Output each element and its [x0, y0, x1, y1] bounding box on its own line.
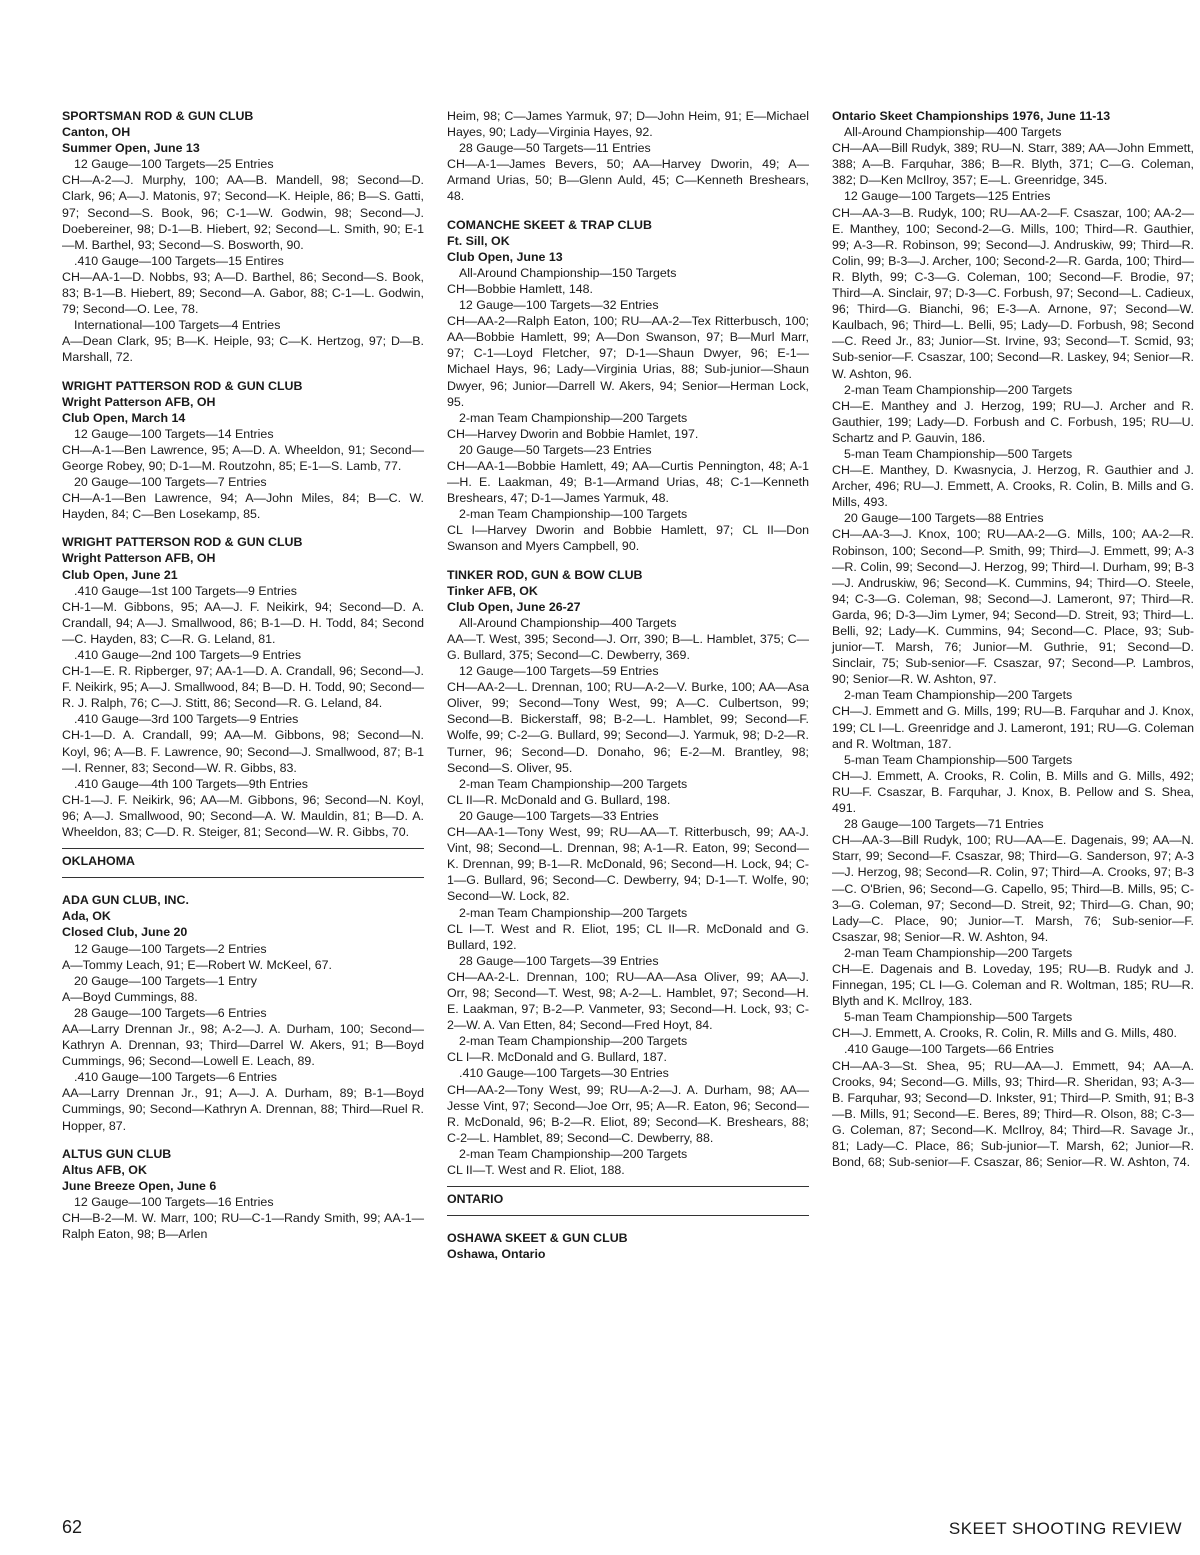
event-subheading: 2-man Team Championship—200 Targets — [459, 776, 688, 791]
results-paragraph: CH—AA-3—J. Knox, 100; RU—AA-2—G. Mills, 100; AA-2—R. Robinson, 100; Second—P. Smith, 99; Third—J. Emmett, 99; A-3—R. Colin, 99; Second—J. Herzog, 99; Third—I. Durham, 99; B-3—J. Andruskiw, 96; Second—K. Cummins, 94; Third—O. Steele, 94; C-3—G. Coleman, 98; Second—J. Lameront, 97; Third—R. Garda, 96; D-3—Jim Lymer, 94; Second—D. Streit, 93; Third—L. Belli, 92; Lady—K. Cummins, 94; Second—C. Place, 93; Sub-junior—T. Marsh, 76; Junior—M. Guthrie, 91; Second—D. Sinclair, 75; Sub-senior—F. Csaszar, 97; Second—P. Lambros, 90; Senior—R. W. Ashton, 97. — [832, 527, 1194, 687]
results-paragraph: CH—E. Manthey and J. Herzog, 199; RU—J. Archer and R. Gauthier, 199; Lady—D. Forbush and C. Forbush, 195; RU—U. Schartz and P. Gauvin, 186. — [832, 398, 1194, 445]
results-paragraph: A—Dean Clark, 95; B—K. Heiple, 93; C—K. Hertzog, 97; D—B. Marshall, 72. — [62, 334, 424, 365]
club-heading: Ft. Sill, OK — [447, 233, 510, 248]
event-subheading: 28 Gauge—100 Targets—71 Entries — [844, 817, 1044, 832]
results-paragraph: CH—AA-1—Bobbie Hamlett, 49; AA—Curtis Pennington, 48; A-1—H. E. Laakman, 49; B-1—Armand Urias, 48; C-1—Kenneth Breshears, 47; D-1—James Yarmuk, 48. — [447, 458, 809, 506]
section-rule — [447, 1186, 809, 1187]
event-subheading: 2-man Team Championship—200 Targets — [459, 905, 688, 920]
results-paragraph: CH—Bobbie Hamlett, 148. — [447, 281, 594, 296]
event-subheading: All-Around Championship—400 Targets — [459, 615, 677, 630]
results-paragraph: CH—AA-3—Bill Rudyk, 100; RU—AA—E. Dagenais, 99; AA—N. Starr, 99; Second—F. Csaszar, 98; Third—G. Sanderson, 97; A-3—J. Herzog, 98; Second—R. Colin, 97; Third—A. Crooks, 97; B-3—C. O'Brien, 96; Second—G. Capello, 95; Third—B. Mills, 95; C-3—G. Coleman, 97; Second—D. Streit, 92; Third—G. Chan, 90; Lady—C. Place, 90; Junior—T. Marsh, 76; Sub-senior—F. Csaszar, 98; Senior—R. W. Ashton, 94. — [832, 833, 1194, 944]
results-paragraph: CH—A-2—J. Murphy, 100; AA—B. Mandell, 98; Second—D. Clark, 96; A—J. Matonis, 97; Second—K. Heiple, 86; B—S. Gatti, 97; Second—S. Book, 96; C-1—W. Godwin, 98; Second—J. Doebereiner, 98; D-1—B. Hiebert, 92; Second—L. Smith, 90; E-1—M. Barthel, 93; Second—S. Bosworth, 90. — [62, 173, 424, 252]
event-subheading: .410 Gauge—100 Targets—66 Entries — [844, 1042, 1054, 1057]
event-subheading: All-Around Championship—150 Targets — [459, 265, 677, 280]
club-heading: Club Open, June 21 — [62, 567, 178, 582]
results-paragraph: CH—AA-2—Tony West, 99; RU—A-2—J. A. Durham, 98; AA—Jesse Vint, 97; Second—Joe Orr, 95; A—R. Eaton, 96; Second—R. McDonald, 96; B-2—R. Eliot, 89; Second—K. Breshears, 88; C-2—L. Hamblet, 89; Second—C. Dewberry, 88. — [447, 1082, 809, 1145]
event-subheading: 12 Gauge—100 Targets—125 Entries — [844, 189, 1051, 204]
event-subheading: 20 Gauge—50 Targets—23 Entries — [459, 442, 652, 457]
results-paragraph: Heim, 98; C—James Yarmuk, 97; D—John Heim, 91; E—Michael Hayes, 90; Lady—Virginia Hayes, 92. — [447, 109, 809, 140]
results-paragraph: CH—J. Emmett, A. Crooks, R. Colin, B. Mills and G. Mills, 492; RU—F. Csaszar, B. Farquhar, J. Knox, B. Pellow and S. Shea, 491. — [832, 768, 1194, 816]
event-subheading: 5-man Team Championship—500 Targets — [844, 1010, 1073, 1025]
results-paragraph: CH—AA-3—St. Shea, 95; RU—AA—J. Emmett, 94; AA—A. Crooks, 94; Second—G. Mills, 93; Third—R. Sheridan, 93; A-3—B. Farquhar, 93; Second—D. Inkster, 91; Third—P. Smith, 91; B-3—B. Mills, 91; Second—E. Beres, 89; Third—R. Olson, 88; C-3—G. Coleman, 87; Second—K. McIlroy, 84; Third—R. Savage Jr., 81; Lady—C. Place, 86; Sub-junior—T. Marsh, 62; Junior—R. Bond, 68; Sub-senior—F. Csaszar, 86; Senior—R. W. Ashton, 74. — [832, 1058, 1194, 1170]
results-paragraph: CH—AA-1—D. Nobbs, 93; A—D. Barthel, 86; Second—S. Book, 83; B-1—B. Hiebert, 89; Second—A. Gabor, 88; C-1—L. Godwin, 79; Second—O. Lee, 78. — [62, 269, 424, 317]
event-subheading: International—100 Targets—4 Entries — [74, 318, 281, 333]
results-paragraph: CH—AA-2—L. Drennan, 100; RU—A-2—V. Burke, 100; AA—Asa Oliver, 99; Second—Tony West, 99; A—C. Culbertson, 99; Second—B. Bickerstaff, 98; B-2—L. Hamblet, 99; Second—F. Wolfe, 99; C-2—G. Bullard, 99; Second—J. Yarmuk, 98; D-2—R. Turner, 96; Second—D. Donaho, 96; E-2—M. Brantley, 98; Second—S. Oliver, 95. — [447, 680, 809, 775]
event-subheading: 12 Gauge—100 Targets—59 Entries — [459, 664, 659, 679]
results-paragraph: AA—Larry Drennan Jr., 98; A-2—J. A. Durham, 100; Second—Kathryn A. Drennan, 93; Third—Darrel W. Akers, 91; B—Boyd Cummings, 96; Second—Lowell E. Leach, 89. — [62, 1021, 424, 1069]
club-heading: Oshawa, Ontario — [447, 1247, 546, 1262]
club-heading: Canton, OH — [62, 125, 131, 140]
event-subheading: 20 Gauge—100 Targets—88 Entries — [844, 511, 1044, 526]
results-paragraph: A—Boyd Cummings, 88. — [62, 989, 198, 1004]
club-heading: Club Open, March 14 — [62, 410, 186, 425]
event-subheading: 2-man Team Championship—200 Targets — [459, 410, 688, 425]
event-subheading: 5-man Team Championship—500 Targets — [844, 752, 1073, 767]
event-subheading: 5-man Team Championship—500 Targets — [844, 446, 1073, 461]
club-heading: ALTUS GUN CLUB — [62, 1146, 172, 1161]
results-paragraph: CH-1—M. Gibbons, 95; AA—J. F. Neikirk, 94; Second—D. A. Crandall, 94; A—J. Smallwood, 86; B-1—D. H. Todd, 84; Second—C. Hayden, 83; C—R. G. Leland, 81. — [62, 599, 424, 646]
state-section-heading: OKLAHOMA — [62, 854, 135, 869]
results-column-2 — [447, 108, 809, 1262]
event-subheading: 12 Gauge—100 Targets—16 Entries — [74, 1194, 274, 1209]
event-subheading: All-Around Championship—400 Targets — [844, 125, 1062, 140]
club-heading: COMANCHE SKEET & TRAP CLUB — [447, 217, 652, 232]
club-heading: Ontario Skeet Championships 1976, June 11-13 — [832, 109, 1111, 123]
event-subheading: 28 Gauge—100 Targets—39 Entries — [459, 953, 659, 968]
club-heading: Wright Patterson AFB, OH — [62, 551, 216, 566]
event-subheading: 2-man Team Championship—200 Targets — [844, 688, 1073, 703]
results-column-1 — [62, 108, 424, 1242]
results-paragraph: A—Tommy Leach, 91; E—Robert W. McKeel, 67. — [62, 957, 332, 972]
club-heading: WRIGHT PATTERSON ROD & GUN CLUB — [62, 535, 303, 550]
club-heading: Wright Patterson AFB, OH — [62, 394, 216, 409]
club-heading: Tinker AFB, OK — [447, 583, 538, 598]
results-paragraph: CH—AA-1—Tony West, 99; RU—AA—T. Ritterbusch, 99; AA-J. Vint, 98; Second—L. Drennan, 98; A-1—R. Eaton, 99; Second—K. Drennan, 99; B-1—R. McDonald, 96; Second—H. Lock, 94; C-1—G. Bullard, 96; Second—C. Dewberry, 94; D-1—T. Wolfe, 90; Second—W. Lock, 82. — [447, 825, 809, 904]
event-subheading: .410 Gauge—4th 100 Targets—9th Entries — [74, 776, 308, 791]
event-subheading: .410 Gauge—100 Targets—30 Entries — [459, 1066, 669, 1081]
club-heading: TINKER ROD, GUN & BOW CLUB — [447, 567, 643, 582]
results-paragraph: CH-1—D. A. Crandall, 99; AA—M. Gibbons, 98; Second—N. Koyl, 96; A—B. F. Lawrence, 90; Second—J. Smallwood, 87; B-1—I. Renner, 83; Second—W. R. Gibbs, 83. — [62, 728, 424, 775]
results-paragraph: CH—AA-2-L. Drennan, 100; RU—AA—Asa Oliver, 99; AA—J. Orr, 98; Second—T. West, 98; A-2—L. Hamblet, 97; Second—H. E. Laakman, 97; B-2—P. Vanmeter, 93; Second—H. Lock, 93; C-2—W. A. Van Etten, 84; Second—Fred Hoyt, 84. — [447, 969, 809, 1033]
results-paragraph: CL I—T. West and R. Eliot, 195; CL II—R. McDonald and G. Bullard, 192. — [447, 921, 809, 952]
results-paragraph: CH—A-1—James Bevers, 50; AA—Harvey Dworin, 49; A—Armand Urias, 50; B—Glenn Auld, 45; C—Kenneth Breshears, 48. — [447, 157, 809, 204]
results-paragraph: CL II—T. West and R. Eliot, 188. — [447, 1163, 625, 1177]
results-paragraph: CL I—R. McDonald and G. Bullard, 187. — [447, 1050, 667, 1065]
results-paragraph: CH—AA-3—B. Rudyk, 100; RU—AA-2—F. Csaszar, 100; AA-2—E. Manthey, 100; Second-2—G. Mills, 100; Third—R. Gauthier, 99; A-3—R. Robinson, 99; Second—J. Andruskiw, 99; Third—R. Colin, 99; B-3—J. Archer, 100; Second-2—R. Garda, 100; Third—R. Blyth, 99; C-3—G. Coleman, 100; Second—F. Brodie, 97; Third—A. Sinclair, 97; D-3—C. Forbush, 97; Second—L. Cadieux, 96; Third—G. Bianchi, 96; E-3—A. Arnone, 97; Second—W. Kaulbach, 96; Third—L. Belli, 95; Lady—D. Forbush, 98; Second—C. Reed Jr., 83; Junior—St. Irvine, 93; Second—T. Scmid, 93; Sub-senior—F. Csaszar, 100; Second—R. Laskey, 94; Senior—R. W. Ashton, 96. — [832, 205, 1194, 381]
club-heading: SPORTSMAN ROD & GUN CLUB — [62, 109, 254, 123]
results-paragraph: AA—T. West, 395; Second—J. Orr, 390; B—L. Hamblet, 375; C—G. Bullard, 375; Second—C. Dewberry, 369. — [447, 631, 809, 662]
section-rule — [62, 877, 424, 878]
results-column-3 — [832, 108, 1194, 1170]
event-subheading: 20 Gauge—100 Targets—1 Entry — [74, 973, 257, 988]
event-subheading: 28 Gauge—100 Targets—6 Entries — [74, 1005, 267, 1020]
event-subheading: 20 Gauge—100 Targets—33 Entries — [459, 808, 659, 823]
club-heading: Summer Open, June 13 — [62, 141, 200, 156]
page-number: 62 — [62, 1517, 83, 1537]
results-paragraph: CH—A-1—Ben Lawrence, 94; A—John Miles, 84; B—C. W. Hayden, 84; C—Ben Losekamp, 85. — [62, 491, 424, 522]
footer-magazine-title: SKEET SHOOTING REVIEW — [948, 1519, 1182, 1538]
results-paragraph: CH—E. Dagenais and B. Loveday, 195; RU—B. Rudyk and J. Finnegan, 195; CL I—G. Coleman and R. Woltman, 185; RU—R. Blyth and K. McIlroy, 183. — [832, 961, 1194, 1009]
event-subheading: .410 Gauge—100 Targets—15 Entires — [74, 253, 284, 268]
event-subheading: .410 Gauge—2nd 100 Targets—9 Entries — [74, 648, 302, 662]
event-subheading: 2-man Team Championship—200 Targets — [459, 1146, 688, 1161]
event-subheading: .410 Gauge—100 Targets—6 Entries — [74, 1070, 277, 1085]
club-heading: Club Open, June 26-27 — [447, 599, 581, 614]
event-subheading: 12 Gauge—100 Targets—32 Entries — [459, 298, 659, 313]
results-paragraph: CL II—R. McDonald and G. Bullard, 198. — [447, 792, 671, 807]
club-heading: WRIGHT PATTERSON ROD & GUN CLUB — [62, 378, 303, 393]
results-paragraph: CH—J. Emmett, A. Crooks, R. Colin, R. Mills and G. Mills, 480. — [832, 1026, 1177, 1041]
club-heading: June Breeze Open, June 6 — [62, 1178, 217, 1193]
event-subheading: .410 Gauge—1st 100 Targets—9 Entries — [74, 583, 297, 598]
results-paragraph: CH—AA-2—Ralph Eaton, 100; RU—AA-2—Tex Ritterbusch, 100; AA—Bobbie Hamlett, 99; A—Don Swanson, 97; B—Murl Marr, 97; C-1—Loyd Fletcher, 97; D-1—Shaun Dwyer, 96; E-1—Michael Hays, 96; Lady—Virginia Urias, 88; Sub-junior—Shaun Dwyer, 96; Junior—Darrell W. Akers, 94; Senior—Herman Lock, 95. — [447, 314, 809, 409]
event-subheading: 12 Gauge—100 Targets—14 Entries — [74, 426, 274, 441]
event-subheading: 2-man Team Championship—200 Targets — [459, 1034, 688, 1049]
results-paragraph: AA—Larry Drennan Jr., 91; A—J. A. Durham, 89; B-1—Boyd Cummings, 90; Second—Kathryn A. Drennan, 88; Third—Ruel R. Hopper, 87. — [62, 1086, 424, 1133]
results-paragraph: CH—Harvey Dworin and Bobbie Hamlet, 197. — [447, 426, 699, 441]
results-paragraph: CH-1—E. R. Ripberger, 97; AA-1—D. A. Crandall, 96; Second—J. F. Neikirk, 95; A—J. Smallwood, 84; B—D. H. Todd, 90; Second—R. J. Ralph, 76; C—J. Stitt, 86; Second—R. G. Leland, 84. — [62, 664, 424, 711]
event-subheading: 12 Gauge—100 Targets—25 Entries — [74, 157, 274, 172]
results-paragraph: CL I—Harvey Dworin and Bobbie Hamlett, 97; CL II—Don Swanson and Myers Campbell, 90. — [447, 523, 809, 554]
results-paragraph: CH—E. Manthey, D. Kwasnycia, J. Herzog, R. Gauthier and J. Archer, 496; RU—J. Emmett, A. Crooks, R. Colin, B. Mills and G. Mills, 493. — [832, 463, 1194, 510]
event-subheading: 2-man Team Championship—200 Targets — [844, 382, 1073, 397]
club-heading: Ada, OK — [62, 909, 111, 924]
event-subheading: .410 Gauge—3rd 100 Targets—9 Entries — [74, 712, 299, 727]
results-paragraph: CH—AA—Bill Rudyk, 389; RU—N. Starr, 389; AA—John Emmett, 388; A—B. Farquhar, 386; B—R. Blyth, 371; C—G. Coleman, 382; D—Ken McIlroy, 357; E—L. Greenridge, 345. — [832, 141, 1194, 188]
club-heading: Club Open, June 13 — [447, 249, 563, 264]
state-section-heading: ONTARIO — [447, 1192, 504, 1207]
event-subheading: 20 Gauge—100 Targets—7 Entries — [74, 475, 267, 490]
results-paragraph: CH—J. Emmett and G. Mills, 199; RU—B. Farquhar and J. Knox, 199; CL I—L. Greenridge and J. Lameront, 191; RU—G. Coleman and R. Woltman, 187. — [832, 704, 1194, 751]
results-paragraph: CH—A-1—Ben Lawrence, 95; A—D. A. Wheeldon, 91; Second—George Robey, 90; D-1—M. Routzohn, 85; E-1—S. Lamb, 77. — [62, 442, 424, 473]
event-subheading: 2-man Team Championship—100 Targets — [459, 507, 688, 522]
event-subheading: 12 Gauge—100 Targets—2 Entries — [74, 941, 267, 956]
results-paragraph: CH—B-2—M. W. Marr, 100; RU—C-1—Randy Smith, 99; AA-1—Ralph Eaton, 98; B—Arlen — [62, 1211, 424, 1242]
event-subheading: 28 Gauge—50 Targets—11 Entries — [459, 141, 651, 156]
event-subheading: 2-man Team Championship—200 Targets — [844, 945, 1073, 960]
club-heading: Closed Club, June 20 — [62, 925, 188, 940]
club-heading: ADA GUN CLUB, INC. — [62, 893, 189, 908]
results-paragraph: CH-1—J. F. Neikirk, 96; AA—M. Gibbons, 96; Second—N. Koyl, 96; A—J. Smallwood, 90; Second—A. W. Mauldin, 81; B—D. A. Wheeldon, 83; C—D. R. Steiger, 81; Second—W. R. Gibbs, 70. — [62, 792, 424, 840]
section-rule — [62, 848, 424, 849]
club-heading: Altus AFB, OK — [62, 1162, 147, 1177]
club-heading: OSHAWA SKEET & GUN CLUB — [447, 1231, 628, 1246]
section-rule — [447, 1215, 809, 1216]
